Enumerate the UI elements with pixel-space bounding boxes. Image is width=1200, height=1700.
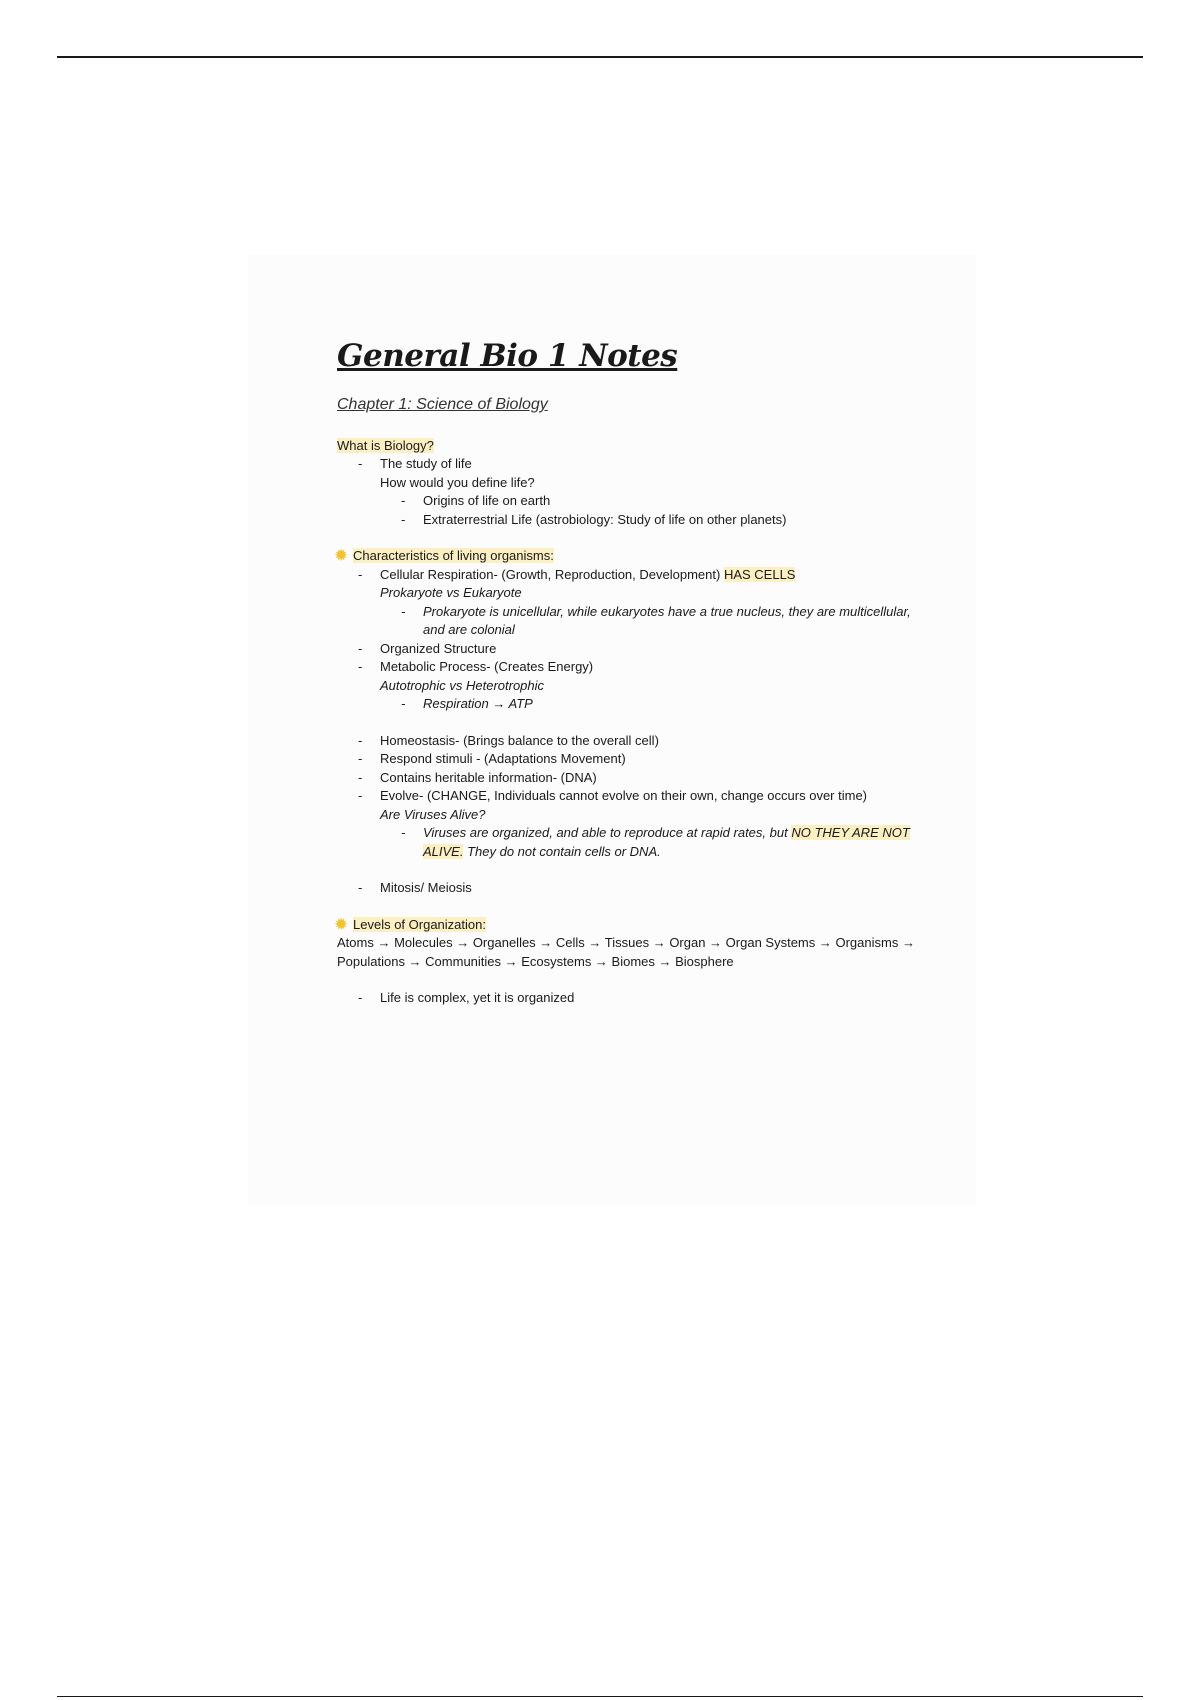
list-item-followup: Prokaryote vs Eukaryote <box>380 585 522 600</box>
list-item: - Evolve- (CHANGE, Individuals cannot evolve on their own, change occurs over time) <box>337 787 917 806</box>
notes-document <box>334 336 917 1008</box>
list-item: - Life is complex, yet it is organized <box>337 989 917 1008</box>
section-heading-levels-of-organization: ✹ Levels of Organization: <box>334 914 486 934</box>
list-item: - Homeostasis- (Brings balance to the overall cell) <box>337 732 917 751</box>
list-item: - Contains heritable information- (DNA) <box>337 769 917 788</box>
highlighted-text: HAS CELLS <box>723 566 796 582</box>
list-item: - The study of life <box>337 455 917 474</box>
section-heading-characteristics: ✹ Characteristics of living organisms: <box>334 546 554 565</box>
sub-list-item: - Viruses are organized, and able to reproduce at rapid rates, but NO THEY ARE NOT ALIVE. They do not contain cells or DNA. <box>337 824 917 861</box>
document-title: General Bio 1 Notes <box>337 338 678 374</box>
organization-hierarchy-text: Atoms → Molecules → Organelles → Cells → Tissues → Organ → Organ Systems → Organisms → Populations → Communities → Ecosystems → Biomes → Biosphere <box>337 935 915 969</box>
sub-list-item: - Respiration → ATP <box>337 695 917 714</box>
top-rule <box>57 56 1143 58</box>
highlighted-text: NO THEY ARE NOT ALIVE. <box>423 825 910 859</box>
section-heading-what-is-biology: What is Biology? <box>337 437 434 453</box>
list-item-followup: Autotrophic vs Heterotrophic <box>380 677 545 693</box>
chapter-heading: Chapter 1: Science of Biology <box>337 396 548 413</box>
list-item: - Mitosis/ Meiosis <box>337 879 917 898</box>
list-item: - Respond stimuli - (Adaptations Movement) <box>337 750 917 769</box>
sub-list-item: - Extraterrestrial Life (astrobiology: Study of life on other planets) <box>337 511 917 530</box>
bottom-rule <box>57 1696 1143 1697</box>
sun-sticker-icon: ✹ <box>334 546 349 565</box>
sub-list-item: - Prokaryote is unicellular, while eukaryotes have a true nucleus, they are multicellular, and are colonial <box>337 603 917 640</box>
list-item-followup: Are Viruses Alive? <box>380 806 486 822</box>
sub-list-item: - Origins of life on earth <box>337 492 917 511</box>
list-item-followup: How would you define life? <box>380 474 535 490</box>
sun-sticker-icon: ✹ <box>334 914 349 934</box>
list-item: - Organized Structure <box>337 640 917 659</box>
list-item: - Cellular Respiration- (Growth, Reproduction, Development) HAS CELLS <box>337 566 917 585</box>
list-item: - Metabolic Process- (Creates Energy) <box>337 658 917 677</box>
